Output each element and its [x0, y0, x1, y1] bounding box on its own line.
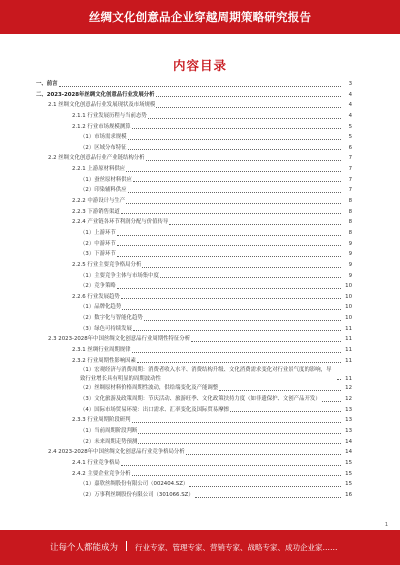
toc-leader-dots — [138, 433, 341, 434]
toc-leader-dots — [132, 475, 341, 476]
toc-entry[interactable] — [36, 271, 352, 282]
toc-entry-label: （1）嘉欣丝绸股份有限公司（002404.SZ） — [80, 481, 189, 488]
toc-entry-page: 11 — [345, 336, 352, 343]
toc-entry-page: 11 — [345, 375, 352, 382]
toc-entry-page: 9 — [348, 251, 352, 258]
toc-leader-dots — [156, 107, 341, 108]
toc-leader-dots — [117, 235, 341, 236]
toc-leader-dots — [122, 309, 341, 310]
toc-entry-label: 二、2023-2028年丝绸文化创意品行业发展分析 — [36, 91, 155, 98]
toc-entry[interactable] — [36, 302, 352, 313]
toc-entry-label: （4）国际市场贸易环境：出口需求、汇率变化及国际贸易摩擦 — [80, 406, 229, 413]
toc-entry-page: 11 — [345, 347, 352, 353]
toc-entry[interactable] — [36, 345, 352, 356]
toc-entry-label: 2.2.1 上游原材料供应 — [72, 166, 126, 173]
toc-entry-label: （2）万事利丝绸股份有限公司（301066.SZ） — [80, 491, 194, 498]
toc-leader-dots — [189, 486, 341, 487]
toc-entry[interactable] — [36, 239, 352, 250]
toc-entry-label: （1）市场需求规模 — [80, 134, 127, 141]
toc-entry-page: 11 — [345, 357, 352, 364]
toc-leader-dots — [195, 497, 341, 498]
toc-entry-label: 2.2.2 中游设计与生产 — [72, 198, 126, 205]
toc-leader-dots — [160, 277, 341, 278]
toc-leader-dots — [126, 203, 341, 204]
toc-entry-label: （2）竞争策略 — [80, 283, 116, 290]
toc-entry[interactable] — [36, 366, 352, 383]
toc-entry-page: 10 — [345, 283, 352, 290]
toc-entry-label: 2.4.1 行业竞争格局 — [72, 459, 120, 466]
toc-entry-label: 2.3 2023-2028年中国丝绸文化创意品行业周期性特征分析 — [48, 336, 191, 343]
toc-entry-label: （2）区域分布特征 — [80, 144, 127, 151]
toc-leader-dots — [59, 86, 341, 87]
toc-entry-page: 8 — [348, 219, 352, 226]
toc-leader-dots — [128, 139, 341, 140]
toc-entry-page: 4 — [348, 102, 352, 109]
toc-leader-dots — [121, 213, 341, 214]
toc-entry-page: 3 — [348, 80, 352, 87]
toc-entry-page: 15 — [345, 481, 352, 488]
toc-entry-page: 5 — [348, 134, 352, 141]
toc-entry-page: 10 — [345, 293, 352, 300]
toc-entry-page: 7 — [348, 166, 352, 173]
toc-entry[interactable] — [36, 479, 352, 490]
toc-leader-dots — [169, 224, 341, 225]
toc-entry[interactable] — [36, 260, 352, 271]
toc-leader-dots — [132, 352, 341, 353]
toc-leader-dots — [133, 181, 341, 182]
toc-entry-label: （3）文化旅游及政策周期：节庆活动、旅游旺季、文化政策扶持力度（如非遗保护、文创产品开发） — [80, 396, 321, 403]
toc-entry-page: 7 — [348, 187, 352, 194]
toc-entry-page: 12 — [345, 385, 352, 392]
toc-entry-page: 9 — [348, 261, 352, 268]
footer-brand: 让每个人都能成为 — [50, 543, 119, 553]
toc-entry[interactable] — [36, 100, 352, 111]
report-title: 丝绸文化创意品企业穿越周期策略研究报告 — [88, 10, 312, 24]
toc-entry-label: 2.2.6 行业发展趋势 — [72, 293, 120, 300]
footer-slogan: 行业专家、管理专家、营销专家、战略专家、成功企业家…… — [135, 543, 338, 552]
toc-entry[interactable] — [36, 292, 352, 303]
toc-leader-dots — [156, 96, 342, 97]
toc-entry[interactable] — [36, 415, 352, 426]
toc-entry-label: （1）当前周期阶段判断 — [80, 428, 138, 435]
toc-entry[interactable] — [36, 469, 352, 480]
toc-leader-dots — [117, 256, 341, 257]
toc-entry-label: （2）印染辅料供应 — [80, 187, 127, 194]
toc-leader-dots — [132, 422, 341, 423]
toc-entry-label: （1）上游环节 — [80, 229, 116, 236]
toc-entry-page: 13 — [345, 406, 352, 413]
toc-entry[interactable] — [36, 383, 352, 394]
toc-entry-label: （2）数字化与智能化趋势 — [80, 315, 143, 322]
toc-entry[interactable] — [36, 207, 352, 218]
toc-leader-dots — [137, 362, 341, 363]
toc-entry[interactable] — [36, 217, 352, 228]
toc-leader-dots — [186, 454, 341, 455]
table-of-contents — [36, 79, 352, 501]
toc-entry-label: （3）绿色可持续发展 — [80, 325, 132, 332]
toc-entry-page: 14 — [345, 449, 352, 456]
toc-entry[interactable] — [36, 490, 352, 501]
footer-divider — [126, 541, 127, 551]
toc-entry-label: （2）中游环节 — [80, 240, 116, 247]
toc-entry[interactable] — [36, 164, 352, 175]
toc-entry-label: 2.4.2 主要企业竞争分析 — [72, 470, 131, 477]
toc-leader-dots — [142, 267, 341, 268]
page-number: 1 — [384, 522, 388, 528]
toc-entry-label: 2.4 2023-2028年中国丝绸文化创意品行业竞争格局分析 — [48, 449, 185, 456]
toc-entry[interactable] — [36, 437, 352, 448]
toc-entry[interactable] — [36, 281, 352, 292]
toc-leader-dots — [121, 298, 341, 299]
toc-entry-page: 9 — [348, 240, 352, 247]
toc-entry-label: （1）宏观经济与消费周期：消费者收入水平、消费结构升级、文化消费需求变化对行业景气度的影响，导致行业增长具有明显的周期波动性 — [80, 367, 332, 382]
toc-entry[interactable] — [36, 90, 352, 101]
toc-entry-page: 12 — [345, 396, 352, 403]
toc-leader-dots — [337, 379, 341, 380]
toc-entry-page: 11 — [345, 325, 352, 332]
toc-entry-page: 5 — [348, 123, 352, 130]
toc-entry[interactable] — [36, 324, 352, 335]
toc-entry-label: （2）丝绸原材料价格周期性波动，供给端变化及产能调整 — [80, 385, 219, 392]
toc-entry[interactable] — [36, 79, 352, 90]
toc-heading: 内容目录 — [172, 58, 227, 73]
toc-entry-label: 2.2 丝绸文化创意品行业产业链结构分析 — [48, 155, 145, 162]
toc-entry[interactable] — [36, 313, 352, 324]
toc-entry-label: （1）蚕丝原材料供应 — [80, 176, 132, 183]
toc-entry-label: （1）主要竞争主体与市场集中度 — [80, 272, 159, 279]
toc-entry-label: （3）下游环节 — [80, 251, 116, 258]
toc-entry-label: 2.2.3 下游销售渠道 — [72, 208, 120, 215]
toc-entry-page: 13 — [345, 428, 352, 435]
toc-entry-page: 7 — [348, 155, 352, 162]
toc-entry[interactable] — [36, 185, 352, 196]
toc-leader-dots — [117, 245, 341, 246]
toc-leader-dots — [144, 320, 341, 321]
footer-text — [50, 541, 338, 553]
toc-leader-dots — [322, 401, 341, 402]
toc-entry-page: 10 — [345, 315, 352, 322]
toc-entry[interactable] — [36, 447, 352, 458]
toc-leader-dots — [138, 443, 341, 444]
toc-entry[interactable] — [36, 175, 352, 186]
toc-leader-dots — [121, 465, 341, 466]
toc-entry[interactable] — [36, 143, 352, 154]
toc-entry-label: 2.2.5 行业主要竞争格局分析 — [72, 261, 142, 268]
toc-entry-page: 13 — [345, 417, 352, 424]
toc-entry-label: 2.1.1 行业发展历程与当前态势 — [72, 112, 147, 119]
toc-entry[interactable] — [36, 132, 352, 143]
toc-entry-page: 16 — [345, 491, 352, 498]
toc-entry-page: 15 — [345, 470, 352, 477]
toc-leader-dots — [133, 330, 341, 331]
toc-leader-dots — [219, 390, 341, 391]
toc-entry[interactable] — [36, 196, 352, 207]
report-header — [0, 0, 400, 34]
toc-entry-label: （2）未来周期走势预测 — [80, 438, 138, 445]
toc-leader-dots — [230, 411, 341, 412]
toc-entry-label: 2.1.2 行业市场规模测算 — [72, 123, 131, 130]
toc-entry-page: 8 — [348, 198, 352, 205]
toc-entry-page: 8 — [348, 229, 352, 236]
toc-entry-label: 2.1 丝绸文化创意品行业发展现状及市场规模 — [48, 102, 156, 109]
toc-leader-dots — [132, 128, 341, 129]
toc-leader-dots — [117, 288, 341, 289]
toc-entry[interactable] — [36, 334, 352, 345]
toc-entry-page: 9 — [348, 272, 352, 279]
toc-entry[interactable] — [36, 405, 352, 416]
toc-leader-dots — [126, 171, 341, 172]
toc-entry-label: 一、前言 — [36, 80, 58, 87]
toc-entry-page: 4 — [348, 91, 352, 98]
toc-entry-page: 10 — [345, 304, 352, 311]
toc-entry[interactable] — [36, 122, 352, 133]
toc-entry-page: 14 — [345, 438, 352, 445]
toc-leader-dots — [191, 341, 341, 342]
toc-leader-dots — [128, 192, 341, 193]
toc-entry[interactable] — [36, 356, 352, 367]
toc-entry[interactable] — [36, 153, 352, 164]
toc-entry-label: 2.3.3 行业周期阶段研判 — [72, 417, 131, 424]
toc-entry[interactable] — [36, 249, 352, 260]
toc-entry-page: 7 — [348, 176, 352, 183]
toc-leader-dots — [128, 149, 341, 150]
toc-entry-label: 2.3.1 丝绸行业周期规律 — [72, 347, 131, 353]
toc-entry[interactable] — [36, 228, 352, 239]
toc-entry-page: 4 — [348, 112, 352, 119]
toc-entry[interactable] — [36, 394, 352, 405]
toc-leader-dots — [146, 160, 341, 161]
toc-entry-label: 2.2.4 产业链各环节利润分配与价值传导 — [72, 219, 169, 226]
toc-entry[interactable] — [36, 426, 352, 437]
toc-entry-page: 6 — [348, 144, 352, 151]
toc-entry-label: 2.3.2 行业周期性影响因素 — [72, 357, 136, 364]
toc-entry[interactable] — [36, 458, 352, 469]
toc-entry[interactable] — [36, 111, 352, 122]
report-footer — [0, 530, 400, 565]
toc-entry-page: 15 — [345, 459, 352, 466]
toc-entry-page: 8 — [348, 208, 352, 215]
toc-entry-label: （1）品牌化趋势 — [80, 304, 122, 311]
toc-leader-dots — [148, 118, 341, 119]
